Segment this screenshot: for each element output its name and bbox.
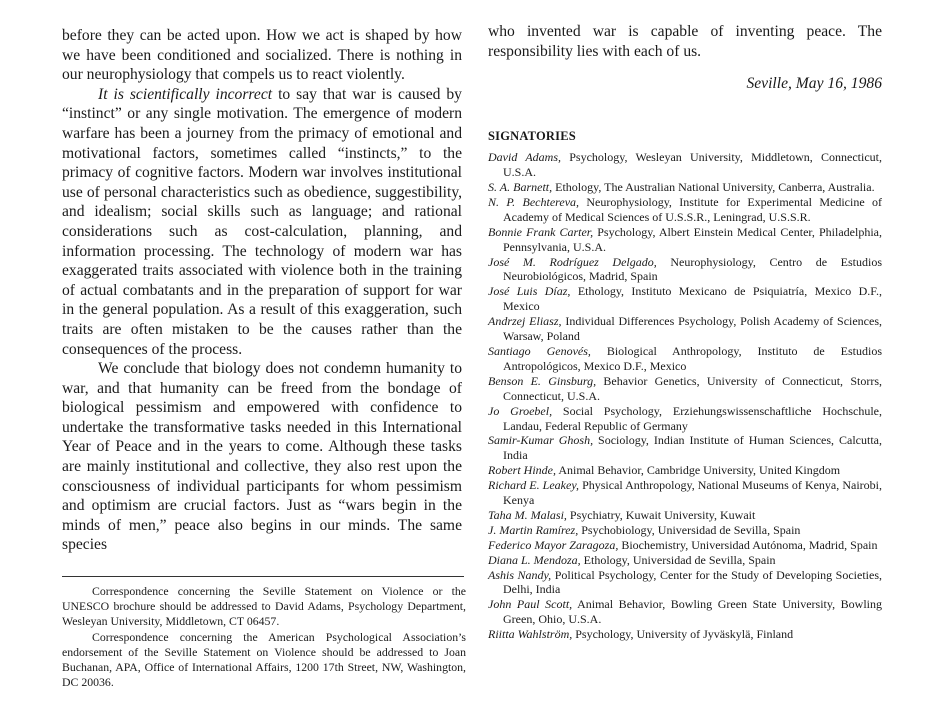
signatory-affiliation: Social Psychology, Erziehungswissenschaftliche Hochschule, Landau, Federal Republic of Germany	[503, 403, 882, 433]
signatory-affiliation: Animal Behavior, Cambridge University, United Kingdom	[556, 463, 841, 478]
paragraph-lead-italic: It is scientifically incorrect	[98, 85, 273, 103]
signatory-name: Robert Hinde,	[488, 463, 556, 478]
signatory-entry	[488, 553, 882, 568]
signatory-entry	[488, 463, 882, 478]
signatory-name: John Paul Scott,	[488, 597, 573, 612]
right-column	[488, 22, 882, 642]
signatory-affiliation: Animal Behavior, Bowling Green State University, Bowling Green, Ohio, U.S.A.	[503, 597, 883, 627]
signatory-name: J. Martin Ramírez,	[488, 522, 579, 537]
signatory-affiliation: Psychology, University of Jyväskylä, Finland	[572, 627, 794, 642]
signatory-name: Ashis Nandy,	[488, 567, 552, 582]
signatory-entry	[488, 344, 882, 374]
signatory-affiliation: Ethology, The Australian National University, Canberra, Australia.	[552, 180, 875, 194]
footnotes	[62, 584, 466, 690]
paragraph-text: to say that war is caused by “instinct” or any single motivation. The emergence of modern warfare has been a journey from the primacy of emotional and motivational factors, sometimes called “instincts,” to the primacy of cognitive factors. Modern war involves institutional use of personal characteristics such as obedience, suggestibility, and idealism; social skills such as language; and rational considerations such as cost-calculation, planning, and information processing. The technology of modern war has exaggerated traits associated with violence both in the training of actual combatants and in the preparation of support for war in the general population. As a result of this exaggeration, such traits are often mistaken to be the causes rather than the consequences of the process.	[62, 85, 462, 358]
signatory-name: David Adams,	[488, 150, 561, 165]
left-column	[62, 26, 462, 555]
signatory-name: Andrzej Eliasz,	[488, 314, 562, 329]
footnote-2: Correspondence concerning the American Psychological Association’s endorsement of the Seville Statement on Violence should be addressed to Joan Buchanan, APA, Office of International Affairs, 1200 17th Street, NW, Washington, DC 20036.	[62, 629, 466, 690]
signatory-name: José Luis Díaz,	[488, 284, 571, 299]
signatory-affiliation: Psychobiology, Universidad de Sevilla, Spain	[578, 522, 801, 537]
signatory-affiliation: Biochemistry, Universidad Autónoma, Madrid, Spain	[618, 537, 878, 552]
signatory-entry	[488, 568, 882, 598]
signatory-entry	[488, 538, 882, 553]
signatory-affiliation: Neurophysiology, Centro de Estudios Neurobiológicos, Madrid, Spain	[503, 254, 882, 284]
dateline: Seville, May 16, 1986	[746, 75, 882, 93]
footnote-1: Correspondence concerning the Seville Statement on Violence or the UNESCO brochure should be addressed to David Adams, Psychology Department, Wesleyan University, Middletown, CT 06457.	[62, 584, 466, 629]
signatory-name: Riitta Wahlström,	[488, 627, 573, 642]
signatory-name: Federico Mayor Zaragoza,	[488, 537, 619, 552]
paragraph-1	[62, 26, 462, 85]
signatory-name: José M. Rodríguez Delgado,	[488, 254, 657, 269]
signatory-name: Benson E. Ginsburg,	[488, 373, 597, 388]
signatory-entry	[488, 433, 882, 463]
signatory-affiliation: Political Psychology, Center for the Study of Developing Societies, Delhi, India	[503, 567, 882, 597]
signatory-name: Richard E. Leakey,	[488, 478, 579, 493]
signatory-name: S. A. Barnett,	[488, 180, 553, 194]
signatory-entry	[488, 225, 882, 255]
paragraph-text: We conclude that biology does not condemn humanity to war, and that humanity can be freed from the bondage of biological pessimism and empowered with confidence to undertake the transformative tasks needed in this International Year of Peace and in the years to come. Although these tasks are mainly institutional and collective, they also rest upon the consciousness of individual participants for whom pessimism and optimism are crucial factors. Just as “wars begin in the minds of men,” peace also begins in our minds. The same species	[62, 360, 462, 554]
closing-paragraph: who invented war is capable of inventing peace. The responsibility lies with each of us.	[488, 23, 882, 60]
signatory-affiliation: Neurophysiology, Institute for Experimental Medicine of Academy of Medical Sciences of U.S.S.R., Leningrad, U.S.S.R.	[503, 194, 882, 224]
signatory-entry	[488, 284, 882, 314]
signatory-name: Diana L. Mendoza,	[488, 552, 581, 567]
signatory-affiliation: Psychiatry, Kuwait University, Kuwait	[566, 507, 756, 522]
signatory-affiliation: Ethology, Universidad de Sevilla, Spain	[580, 552, 776, 567]
footnote-divider	[62, 576, 464, 577]
signatory-entry	[488, 374, 882, 404]
signatory-name: Taha M. Malasi,	[488, 507, 567, 522]
signatory-affiliation: Sociology, Indian Institute of Human Sciences, Calcutta, India	[503, 433, 882, 463]
signatory-entry	[488, 180, 882, 195]
signatories-list	[488, 150, 882, 642]
signatory-affiliation: Individual Differences Psychology, Polish Academy of Sciences, Warsaw, Poland	[503, 314, 882, 344]
signatory-entry	[488, 150, 882, 180]
paragraph-3	[62, 359, 462, 555]
signatory-affiliation: Physical Anthropology, National Museums of Kenya, Nairobi, Kenya	[503, 478, 882, 508]
signatory-entry	[488, 255, 882, 285]
signatories-heading: SIGNATORIES	[488, 129, 576, 144]
signatory-name: Jo Groebel,	[488, 403, 553, 418]
signatory-affiliation: Ethology, Instituto Mexicano de Psiquiatría, Mexico D.F., Mexico	[503, 284, 882, 314]
signatory-entry	[488, 597, 882, 627]
paragraph-2	[62, 85, 462, 359]
signatory-name: Santiago Genovés,	[488, 343, 591, 358]
signatory-entry	[488, 195, 882, 225]
signatory-affiliation: Biological Anthropology, Instituto de Estudios Antropológicos, Mexico D.F., Mexico	[503, 343, 883, 373]
signatory-entry	[488, 508, 882, 523]
signatory-name: N. P. Bechtereva,	[488, 194, 580, 209]
signatory-name: Bonnie Frank Carter,	[488, 224, 594, 239]
signatory-entry	[488, 478, 882, 508]
signatory-entry	[488, 404, 882, 434]
signatory-entry	[488, 314, 882, 344]
signatory-entry	[488, 523, 882, 538]
signatory-affiliation: Psychology, Wesleyan University, Middletown, Connecticut, U.S.A.	[503, 150, 882, 180]
paragraph-text: before they can be acted upon. How we act is shaped by how we have been conditioned and socialized. There is nothing in our neurophysiology that compels us to react violently.	[62, 27, 462, 84]
signatory-name: Samir-Kumar Ghosh,	[488, 433, 594, 448]
signatory-entry	[488, 627, 882, 642]
signatory-affiliation: Behavior Genetics, University of Connecticut, Storrs, Connecticut, U.S.A.	[503, 373, 882, 403]
signatory-affiliation: Psychology, Albert Einstein Medical Center, Philadelphia, Pennsylvania, U.S.A.	[503, 224, 882, 254]
